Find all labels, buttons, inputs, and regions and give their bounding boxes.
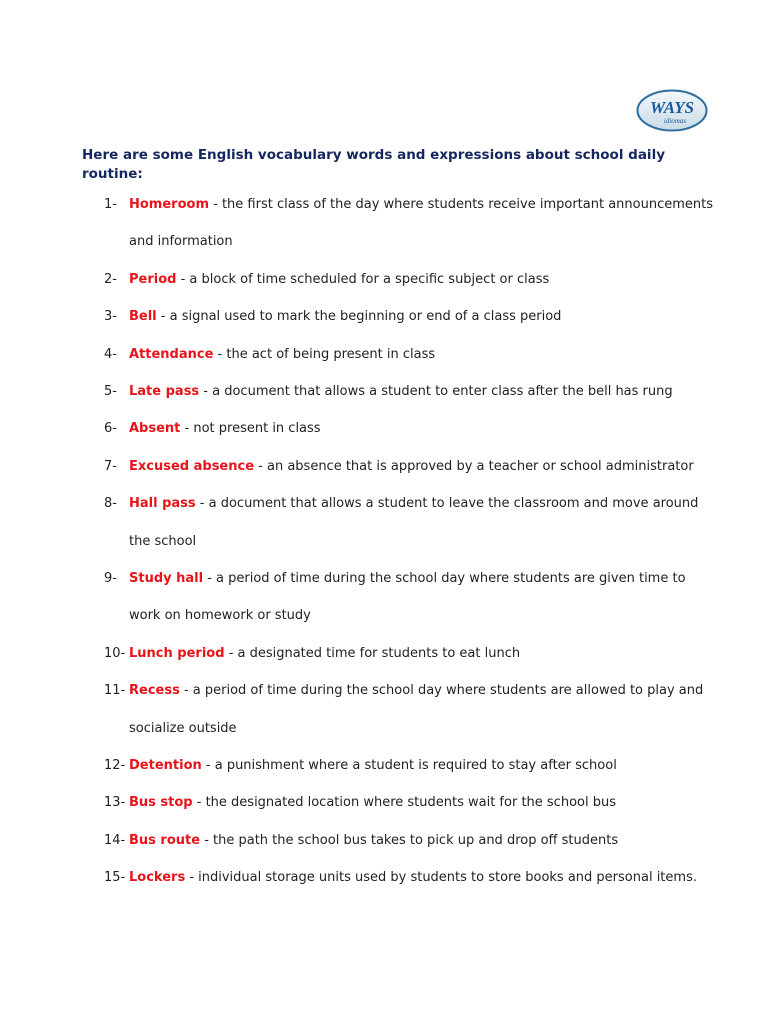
item-text — [129, 308, 561, 326]
item-definition: - a punishment where a student is required to stay after school — [201, 758, 617, 773]
item-number: 2- — [104, 271, 117, 287]
item-definition: - a document that allows a student to leave the classroom and move around — [195, 496, 699, 512]
item-number: 4- — [104, 346, 117, 362]
item-text — [129, 271, 549, 289]
item-number: 7- — [104, 458, 117, 474]
item-text — [129, 682, 703, 700]
item-text — [129, 346, 435, 364]
item-definition: - a period of time during the school day where students are given time to — [203, 571, 686, 586]
item-term: Bell — [129, 309, 157, 325]
item-term: Study hall — [129, 571, 204, 586]
item-definition-continued: work on homework or study — [129, 608, 311, 624]
item-definition-continued: socialize outside — [129, 720, 237, 736]
item-term: Late pass — [129, 384, 200, 399]
item-text — [129, 757, 617, 775]
item-definition: - a block of time scheduled for a specific subject or class — [176, 271, 550, 287]
item-term: Attendance — [129, 346, 214, 362]
item-term: Hall pass — [129, 496, 196, 512]
item-text — [129, 832, 618, 850]
item-number: 3- — [104, 309, 117, 325]
item-term: Excused absence — [129, 458, 255, 474]
item-text — [129, 196, 713, 214]
item-definition: - a period of time during the school day where students are allowed to play and — [179, 683, 704, 699]
item-term: Bus route — [129, 832, 201, 848]
item-number: 6- — [104, 421, 117, 437]
item-definition: - an absence that is approved by a teacher or school administrator — [254, 458, 694, 474]
item-definition-continued: and information — [129, 234, 233, 250]
item-number: 13- — [104, 795, 126, 811]
item-number: 5- — [104, 384, 117, 399]
item-term: Bus stop — [129, 795, 193, 811]
item-number: 9- — [104, 571, 117, 586]
item-definition: - individual storage units used by students to store books and personal items. — [185, 870, 697, 886]
item-definition: - a designated time for students to eat lunch — [224, 645, 521, 661]
item-definition: - the first class of the day where students receive important announcements — [209, 197, 713, 212]
item-definition: - the designated location where students wait for the school bus — [192, 795, 616, 811]
item-text — [129, 869, 697, 887]
item-number: 10- — [104, 645, 126, 661]
item-term: Absent — [129, 421, 181, 437]
item-term: Homeroom — [129, 197, 209, 212]
item-term: Lunch period — [129, 645, 225, 661]
item-number: 14- — [104, 832, 126, 848]
logo-brand: WAYS — [649, 98, 695, 117]
ways-idiomas-logo — [636, 89, 708, 132]
item-number: 11- — [104, 683, 126, 699]
item-definition: - the act of being present in class — [213, 346, 436, 362]
page-heading: Here are some English vocabulary words and expressions about school daily routine: — [82, 147, 665, 182]
item-text — [129, 794, 616, 812]
item-text — [129, 495, 698, 513]
item-definition: - a document that allows a student to enter class after the bell has rung — [199, 384, 673, 399]
item-text — [129, 645, 520, 663]
item-term: Detention — [129, 758, 202, 773]
item-term: Recess — [129, 683, 180, 699]
item-term: Lockers — [129, 870, 186, 886]
item-text — [129, 458, 694, 476]
item-number: 1- — [104, 197, 117, 212]
item-definition: - not present in class — [180, 421, 321, 437]
item-definition-continued: the school — [129, 533, 197, 549]
item-number: 12- — [104, 758, 126, 773]
item-number: 8- — [104, 496, 117, 512]
item-number: 15- — [104, 870, 126, 886]
item-definition: - the path the school bus takes to pick up and drop off students — [200, 832, 619, 848]
logo-sub: idiomas — [663, 117, 687, 125]
item-definition: - a signal used to mark the beginning or end of a class period — [156, 309, 562, 325]
item-text — [129, 420, 321, 438]
item-text — [129, 570, 686, 588]
item-term: Period — [129, 271, 177, 287]
item-text — [129, 383, 673, 401]
